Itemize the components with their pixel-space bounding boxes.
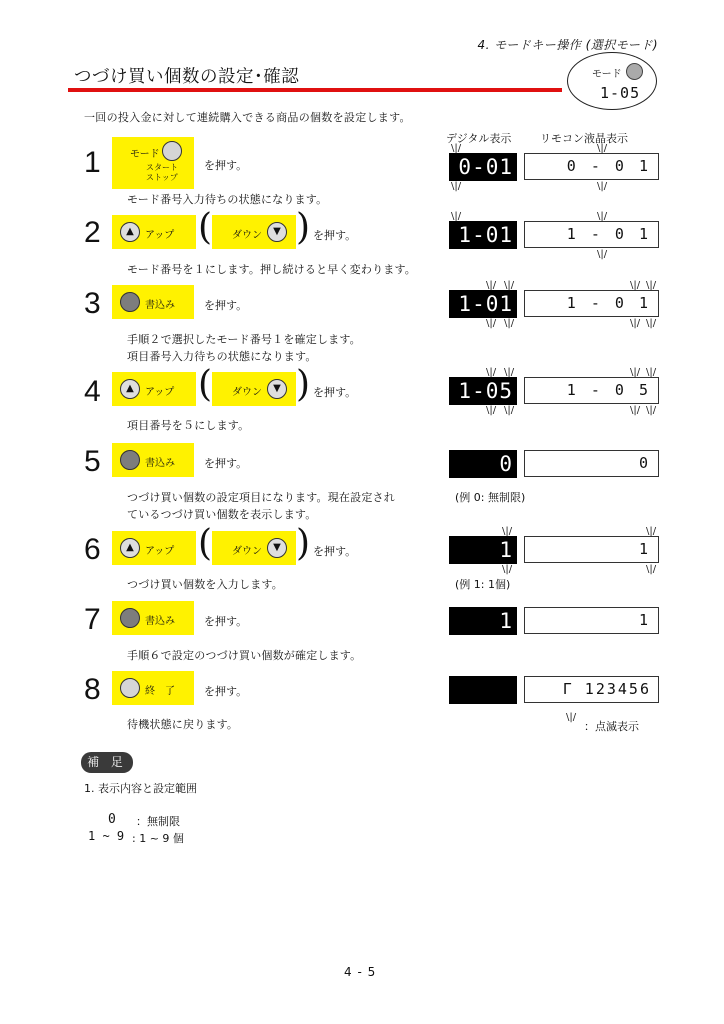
blink-icon: \|/: [646, 280, 657, 291]
step-number: 7: [84, 603, 101, 636]
range-desc-0: ：無制限: [136, 815, 180, 828]
blink-icon: \|/: [504, 405, 515, 416]
digital-display: 1-01: [449, 221, 517, 249]
press-instruction: を押す。: [204, 685, 248, 698]
start-stop-label: スタート ストップ: [146, 163, 178, 182]
blink-icon: \|/: [646, 405, 657, 416]
digital-display: 1: [449, 607, 517, 635]
blink-icon: \|/: [630, 405, 641, 416]
write-button-label: 書込み: [145, 616, 175, 627]
arrow-down-icon: ▼: [267, 379, 287, 399]
write-button-label: 書込み: [145, 300, 175, 311]
blink-icon: \|/: [451, 143, 462, 154]
down-button-label: ダウン: [232, 387, 262, 398]
digital-display: 1: [449, 536, 517, 564]
chapter-heading: 4. モードキー操作 (選択モード): [477, 38, 658, 52]
arrow-up-icon: ▲: [120, 222, 140, 242]
blink-icon: \|/: [630, 280, 641, 291]
blink-icon: \|/: [502, 564, 513, 575]
step-description: つづけ買い個数を入力します。: [127, 578, 283, 591]
blink-icon: \|/: [597, 211, 608, 222]
step-description: 手順６で設定のつづけ買い個数が確定します。: [127, 649, 362, 662]
blink-icon: \|/: [597, 181, 608, 192]
write-knob-icon: [120, 450, 140, 470]
lcd-display: 0: [524, 450, 659, 477]
up-button[interactable]: [112, 372, 196, 406]
digital-display: 0: [449, 450, 517, 478]
lcd-display: 0 - 0 1: [524, 153, 659, 180]
end-button-label: 終 了: [145, 686, 175, 697]
paren-close: ): [296, 364, 311, 405]
step-number: 1: [84, 146, 101, 179]
mode-indicator-display: 1-05: [600, 84, 641, 102]
lcd-display: 1: [524, 536, 659, 563]
press-instruction: を押す。: [313, 386, 357, 399]
blink-icon: \|/: [502, 526, 513, 537]
mode-knob-icon: [626, 63, 643, 80]
paren-open: (: [198, 364, 213, 405]
end-knob-icon: [120, 678, 140, 698]
blink-icon: \|/: [630, 318, 641, 329]
press-instruction: を押す。: [313, 229, 357, 242]
step-description: 項目番号入力待ちの状態になります。: [127, 350, 317, 363]
paren-close: ): [296, 523, 311, 564]
step-description: 項目番号を５にします。: [127, 419, 250, 432]
digital-display: [449, 676, 517, 704]
supplement-item: 1. 表示内容と設定範囲: [84, 782, 197, 795]
write-knob-icon: [120, 608, 140, 628]
mode-knob-icon: [162, 141, 182, 161]
blink-icon: \|/: [486, 280, 497, 291]
arrow-up-icon: ▲: [120, 538, 140, 558]
digital-display: 0-01: [449, 153, 517, 181]
intro-text: 一回の投入金に対して連続購入できる商品の個数を設定します。: [84, 111, 411, 124]
blink-icon: \|/: [646, 367, 657, 378]
blink-icon: \|/: [630, 367, 641, 378]
up-button-label: アップ: [145, 230, 175, 241]
step-description: つづけ買い個数の設定項目になります。現在設定され: [127, 491, 395, 504]
page-number: 4 - 5: [344, 965, 377, 979]
down-button[interactable]: [212, 372, 296, 406]
up-button[interactable]: [112, 531, 196, 565]
paren-close: ): [296, 207, 311, 248]
step-number: 6: [84, 533, 101, 566]
blink-icon: \|/: [646, 526, 657, 537]
lcd-display: 1 - 0 1: [524, 221, 659, 248]
lcd-display: Γ 123456: [524, 676, 659, 703]
range-value-1-9: 1 ~ 9: [88, 829, 125, 843]
range-desc-1-9: : 1 ~ 9 個: [132, 832, 184, 845]
write-knob-icon: [120, 292, 140, 312]
end-button[interactable]: [112, 671, 194, 705]
mode-indicator-label: モード: [592, 69, 622, 80]
press-instruction: を押す。: [204, 457, 248, 470]
supplement-badge: 補 足: [81, 752, 133, 773]
arrow-down-icon: ▼: [267, 222, 287, 242]
down-button-label: ダウン: [232, 230, 262, 241]
example-note: (例 1: 1個): [455, 578, 511, 591]
blink-icon: \|/: [486, 318, 497, 329]
lcd-display: 1 - 0 5: [524, 377, 659, 404]
column-header-lcd: リモコン液晶表示: [540, 132, 628, 145]
blink-icon: \|/: [486, 367, 497, 378]
blink-icon: \|/: [504, 280, 515, 291]
blink-icon: \|/: [597, 143, 608, 154]
blink-icon: \|/: [646, 318, 657, 329]
arrow-down-icon: ▼: [267, 538, 287, 558]
write-button[interactable]: [112, 601, 194, 635]
step-description: ているつづけ買い個数を表示します。: [127, 508, 317, 521]
press-instruction: を押す。: [204, 299, 248, 312]
press-instruction: を押す。: [313, 545, 357, 558]
range-value-0: 0: [108, 812, 116, 827]
blink-icon: \|/: [504, 367, 515, 378]
digital-display: 1-01: [449, 290, 517, 318]
write-button-label: 書込み: [145, 458, 175, 469]
step-number: 8: [84, 673, 101, 706]
step-number: 4: [84, 375, 101, 408]
step-number: 3: [84, 287, 101, 320]
down-button-label: ダウン: [232, 546, 262, 557]
step-number: 5: [84, 445, 101, 478]
step-number: 2: [84, 216, 101, 249]
arrow-up-icon: ▲: [120, 379, 140, 399]
press-instruction: を押す。: [204, 615, 248, 628]
write-button[interactable]: [112, 443, 194, 477]
step-description: モード番号を１にします。押し続けると早く変わります。: [127, 263, 416, 276]
press-instruction: を押す。: [204, 159, 248, 172]
example-note: (例 0: 無制限): [455, 491, 526, 504]
write-button[interactable]: [112, 285, 194, 319]
blink-icon: \|/: [646, 564, 657, 575]
up-button-label: アップ: [145, 546, 175, 557]
step-description: モード番号入力待ちの状態になります。: [127, 193, 328, 206]
mode-indicator: [567, 52, 657, 110]
mode-start-stop-button[interactable]: [112, 137, 194, 189]
step-description: 待機状態に戻ります。: [127, 718, 239, 731]
blink-icon: \|/: [597, 249, 608, 260]
lcd-display: 1: [524, 607, 659, 634]
paren-open: (: [198, 523, 213, 564]
paren-open: (: [198, 207, 213, 248]
digital-display: 1-05: [449, 377, 517, 405]
step-description: 手順２で選択したモード番号１を確定します。: [127, 333, 361, 346]
blink-legend: ：点滅表示: [584, 720, 639, 733]
blink-icon: \|/: [451, 181, 462, 192]
blink-legend-icon: \|/: [566, 712, 577, 723]
blink-icon: \|/: [451, 211, 462, 222]
down-button[interactable]: [212, 531, 296, 565]
lcd-display: 1 - 0 1: [524, 290, 659, 317]
column-header-digital: デジタル表示: [446, 132, 512, 145]
up-button[interactable]: [112, 215, 196, 249]
blink-icon: \|/: [486, 405, 497, 416]
down-button[interactable]: [212, 215, 296, 249]
page-title: つづけ買い個数の設定･確認: [74, 67, 300, 87]
mode-button-label: モード: [130, 149, 160, 160]
up-button-label: アップ: [145, 387, 175, 398]
blink-icon: \|/: [504, 318, 515, 329]
title-underline: [68, 88, 562, 92]
